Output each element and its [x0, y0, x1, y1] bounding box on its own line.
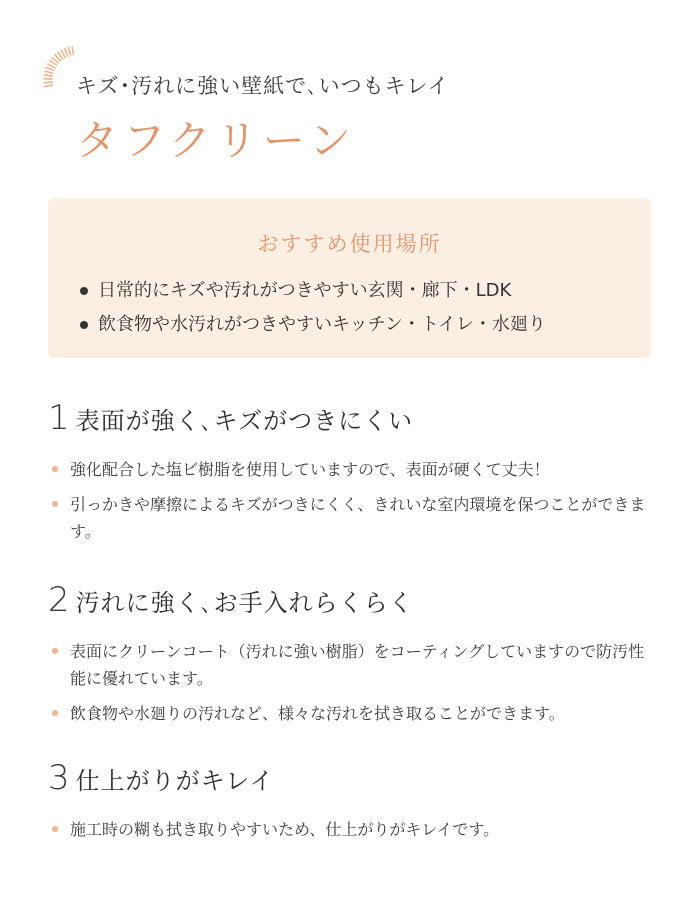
tagline: キズ･汚れに強い壁紙で､いつもキレイ: [76, 74, 450, 98]
feature-point: 強化配合した塩ビ樹脂を使用していますので、表面が硬くて丈夫！: [48, 456, 658, 483]
recommended-item: 飲食物や水汚れがつきやすいキッチン・トイレ・水廻り: [78, 308, 651, 342]
feature-number: 1: [48, 398, 70, 438]
feature-point: 施工時の糊も拭き取りやすいため、仕上がりがキレイです。: [48, 816, 658, 843]
feature-1: [48, 398, 658, 553]
feature-title: 汚れに強く､お手入れらくらく: [75, 589, 414, 617]
header: [40, 40, 660, 170]
recommended-list: [48, 274, 651, 342]
brand-title: タフクリーン: [76, 116, 356, 165]
recommended-item: 日常的にキズや汚れがつきやすい玄関・廊下・LDK: [78, 274, 651, 308]
feature-2: [48, 580, 658, 735]
feature-point: 表面にクリーンコート（汚れに強い樹脂）をコーティングしていますので防汚性能に優れています。: [48, 638, 658, 692]
feature-title: 仕上がりがキレイ: [75, 767, 275, 795]
feature-number: 2: [48, 580, 70, 620]
feature-number: 3: [48, 758, 70, 798]
feature-point: 飲食物や水廻りの汚れなど、様々な汚れを拭き取ることができます。: [48, 700, 658, 727]
feature-point: 引っかきや摩擦によるキズがつきにくく、きれいな室内環境を保つことができます。: [48, 491, 658, 545]
feature-3: [48, 758, 658, 851]
recommended-title: おすすめ使用場所: [257, 232, 442, 256]
recommended-box: [48, 198, 651, 358]
feature-title: 表面が強く､キズがつきにくい: [75, 407, 414, 435]
